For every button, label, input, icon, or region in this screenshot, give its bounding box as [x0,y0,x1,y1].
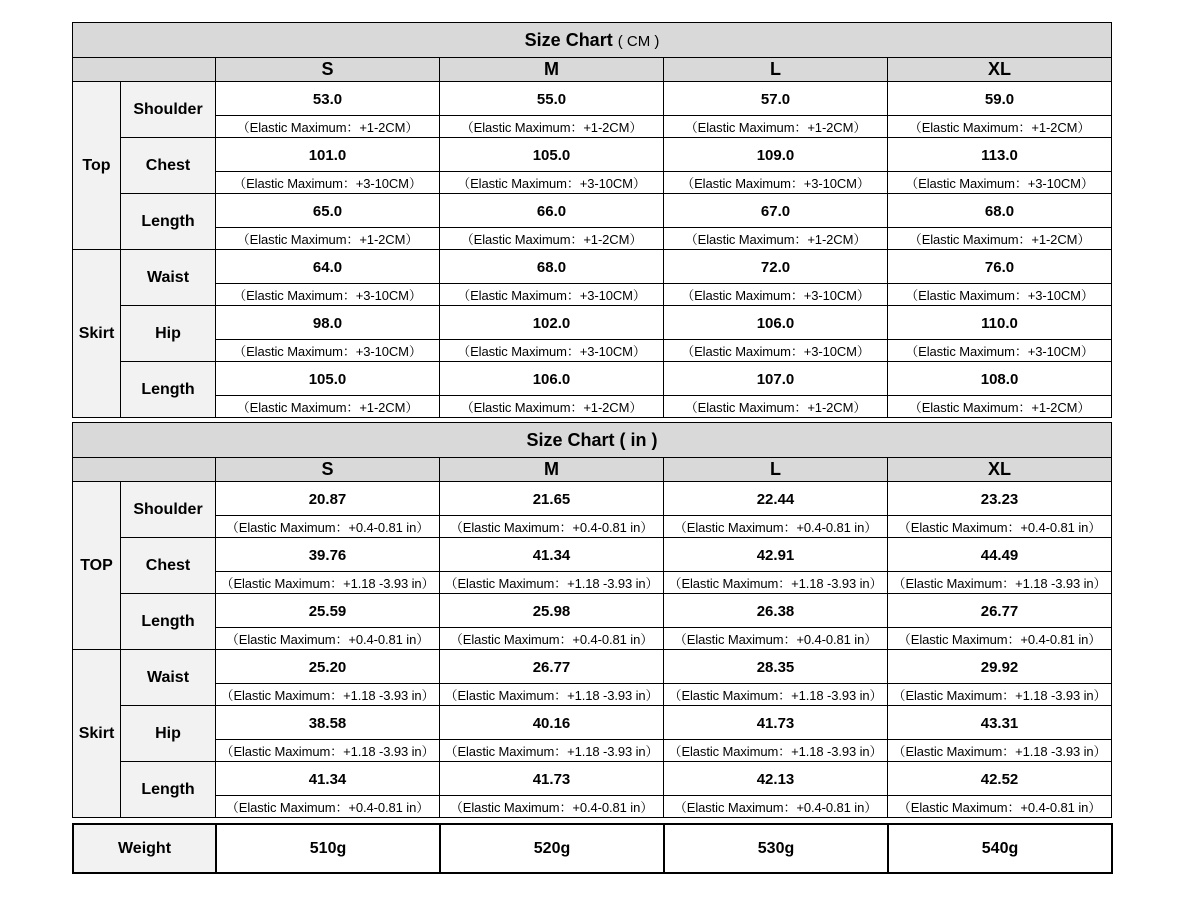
measure-label: Length [121,362,216,418]
measure-value: 26.77 [440,650,664,684]
elastic-note: （Elastic Maximum：+3-10CM） [664,284,888,306]
measure-note-row [73,116,1112,138]
measure-value-row [73,482,1112,516]
measure-value: 40.16 [440,706,664,740]
measure-value: 101.0 [216,138,440,172]
elastic-note: （Elastic Maximum：+3-10CM） [664,340,888,362]
group-label: TOP [73,482,121,650]
measure-value: 25.98 [440,594,664,628]
header-blank-cell [73,458,216,482]
elastic-note: （Elastic Maximum：+1-2CM） [664,228,888,250]
elastic-note: （Elastic Maximum：+0.4-0.81 in） [216,628,440,650]
elastic-note: （Elastic Maximum：+1.18 -3.93 in） [216,740,440,762]
header-blank-cell [73,58,216,82]
elastic-note: （Elastic Maximum：+1-2CM） [664,116,888,138]
measure-value: 66.0 [440,194,664,228]
measure-value: 113.0 [888,138,1112,172]
weight-value-s: 510g [216,824,440,873]
elastic-note: （Elastic Maximum：+1-2CM） [216,116,440,138]
weight-value-xl: 540g [888,824,1112,873]
chart-title-row [73,423,1112,458]
measure-note-row [73,740,1112,762]
measure-note-row [73,516,1112,538]
measure-value: 106.0 [664,306,888,340]
size-chart-in-table [72,422,1112,818]
elastic-note: （Elastic Maximum：+0.4-0.81 in） [440,628,664,650]
elastic-note: （Elastic Maximum：+1.18 -3.93 in） [216,572,440,594]
measure-value: 44.49 [888,538,1112,572]
elastic-note: （Elastic Maximum：+3-10CM） [888,172,1112,194]
measure-value: 41.73 [440,762,664,796]
measure-value: 68.0 [440,250,664,284]
measure-note-row [73,284,1112,306]
measure-value: 42.91 [664,538,888,572]
measure-value-row [73,650,1112,684]
measure-value: 53.0 [216,82,440,116]
elastic-note: （Elastic Maximum：+1-2CM） [888,396,1112,418]
measure-label: Waist [121,650,216,706]
measure-value: 110.0 [888,306,1112,340]
measure-label: Waist [121,250,216,306]
measure-label: Hip [121,306,216,362]
elastic-note: （Elastic Maximum：+1-2CM） [888,116,1112,138]
elastic-note: （Elastic Maximum：+0.4-0.81 in） [440,516,664,538]
weight-table [72,823,1113,874]
measure-value: 98.0 [216,306,440,340]
measure-value: 42.13 [664,762,888,796]
size-header-row [73,58,1112,82]
measure-value-row [73,362,1112,396]
measure-value: 102.0 [440,306,664,340]
measure-value: 72.0 [664,250,888,284]
measure-value: 76.0 [888,250,1112,284]
measure-value: 21.65 [440,482,664,516]
measure-value: 59.0 [888,82,1112,116]
measure-value-row [73,762,1112,796]
elastic-note: （Elastic Maximum：+1-2CM） [216,228,440,250]
group-label: Skirt [73,650,121,818]
measure-note-row [73,340,1112,362]
measure-value: 108.0 [888,362,1112,396]
elastic-note: （Elastic Maximum：+1.18 -3.93 in） [888,572,1112,594]
measure-value: 109.0 [664,138,888,172]
elastic-note: （Elastic Maximum：+0.4-0.81 in） [888,516,1112,538]
elastic-note: （Elastic Maximum：+0.4-0.81 in） [888,628,1112,650]
weight-label: Weight [73,824,216,873]
elastic-note: （Elastic Maximum：+1.18 -3.93 in） [664,572,888,594]
measure-label: Hip [121,706,216,762]
measure-value-row [73,706,1112,740]
measure-value: 107.0 [664,362,888,396]
elastic-note: （Elastic Maximum：+0.4-0.81 in） [664,516,888,538]
weight-value-l: 530g [664,824,888,873]
measure-label: Shoulder [121,482,216,538]
measure-note-row [73,796,1112,818]
group-label: Skirt [73,250,121,418]
size-header-m: M [440,58,664,82]
elastic-note: （Elastic Maximum：+1-2CM） [440,116,664,138]
chart-title-unit: ( CM ) [617,32,660,50]
measure-note-row [73,572,1112,594]
elastic-note: （Elastic Maximum：+1.18 -3.93 in） [440,684,664,706]
measure-label: Length [121,194,216,250]
elastic-note: （Elastic Maximum：+3-10CM） [216,340,440,362]
size-header-l: L [664,58,888,82]
elastic-note: （Elastic Maximum：+3-10CM） [888,340,1112,362]
measure-value: 68.0 [888,194,1112,228]
elastic-note: （Elastic Maximum：+1.18 -3.93 in） [664,740,888,762]
measure-label: Length [121,762,216,818]
measure-value-row [73,594,1112,628]
measure-value: 55.0 [440,82,664,116]
weight-value-m: 520g [440,824,664,873]
elastic-note: （Elastic Maximum：+1.18 -3.93 in） [440,740,664,762]
group-label: Top [73,82,121,250]
chart-title-text: Size Chart [524,29,613,50]
measure-value: 23.23 [888,482,1112,516]
measure-value: 38.58 [216,706,440,740]
measure-value-row [73,250,1112,284]
size-header-s: S [216,458,440,482]
measure-value: 57.0 [664,82,888,116]
measure-value: 105.0 [216,362,440,396]
measure-value: 25.59 [216,594,440,628]
measure-label: Chest [121,538,216,594]
elastic-note: （Elastic Maximum：+1.18 -3.93 in） [216,684,440,706]
size-header-row [73,458,1112,482]
elastic-note: （Elastic Maximum：+1.18 -3.93 in） [440,572,664,594]
elastic-note: （Elastic Maximum：+3-10CM） [440,284,664,306]
elastic-note: （Elastic Maximum：+1.18 -3.93 in） [664,684,888,706]
elastic-note: （Elastic Maximum：+3-10CM） [440,340,664,362]
measure-value: 39.76 [216,538,440,572]
chart-title [73,423,1112,458]
measure-value: 26.77 [888,594,1112,628]
measure-value: 67.0 [664,194,888,228]
measure-value: 41.34 [440,538,664,572]
size-header-m: M [440,458,664,482]
measure-note-row [73,628,1112,650]
elastic-note: （Elastic Maximum：+0.4-0.81 in） [664,796,888,818]
size-chart-cm-table [72,22,1112,418]
chart-title-row [73,23,1112,58]
size-header-s: S [216,58,440,82]
elastic-note: （Elastic Maximum：+0.4-0.81 in） [216,516,440,538]
weight-row [73,824,1112,873]
measure-value: 28.35 [664,650,888,684]
measure-value: 43.31 [888,706,1112,740]
measure-value-row [73,538,1112,572]
elastic-note: （Elastic Maximum：+1-2CM） [440,396,664,418]
measure-value: 41.34 [216,762,440,796]
measure-note-row [73,172,1112,194]
elastic-note: （Elastic Maximum：+1-2CM） [664,396,888,418]
chart-title [73,23,1112,58]
elastic-note: （Elastic Maximum：+3-10CM） [664,172,888,194]
elastic-note: （Elastic Maximum：+3-10CM） [440,172,664,194]
elastic-note: （Elastic Maximum：+0.4-0.81 in） [664,628,888,650]
elastic-note: （Elastic Maximum：+0.4-0.81 in） [216,796,440,818]
elastic-note: （Elastic Maximum：+1-2CM） [440,228,664,250]
elastic-note: （Elastic Maximum：+0.4-0.81 in） [888,796,1112,818]
measure-value-row [73,306,1112,340]
elastic-note: （Elastic Maximum：+3-10CM） [216,284,440,306]
measure-value: 20.87 [216,482,440,516]
chart-title-text: Size Chart ( in ) [526,429,658,450]
size-header-l: L [664,458,888,482]
measure-value: 105.0 [440,138,664,172]
measure-value: 64.0 [216,250,440,284]
measure-value: 65.0 [216,194,440,228]
elastic-note: （Elastic Maximum：+1.18 -3.93 in） [888,740,1112,762]
measure-value: 42.52 [888,762,1112,796]
size-header-xl: XL [888,458,1112,482]
elastic-note: （Elastic Maximum：+0.4-0.81 in） [440,796,664,818]
measure-value: 22.44 [664,482,888,516]
measure-label: Shoulder [121,82,216,138]
measure-value: 41.73 [664,706,888,740]
measure-note-row [73,684,1112,706]
elastic-note: （Elastic Maximum：+1-2CM） [216,396,440,418]
elastic-note: （Elastic Maximum：+1-2CM） [888,228,1112,250]
measure-value-row [73,194,1112,228]
measure-label: Length [121,594,216,650]
elastic-note: （Elastic Maximum：+3-10CM） [216,172,440,194]
size-header-xl: XL [888,58,1112,82]
measure-label: Chest [121,138,216,194]
measure-value: 25.20 [216,650,440,684]
measure-value-row [73,82,1112,116]
measure-value: 106.0 [440,362,664,396]
measure-value: 29.92 [888,650,1112,684]
elastic-note: （Elastic Maximum：+1.18 -3.93 in） [888,684,1112,706]
measure-value: 26.38 [664,594,888,628]
measure-note-row [73,396,1112,418]
measure-value-row [73,138,1112,172]
measure-note-row [73,228,1112,250]
elastic-note: （Elastic Maximum：+3-10CM） [888,284,1112,306]
